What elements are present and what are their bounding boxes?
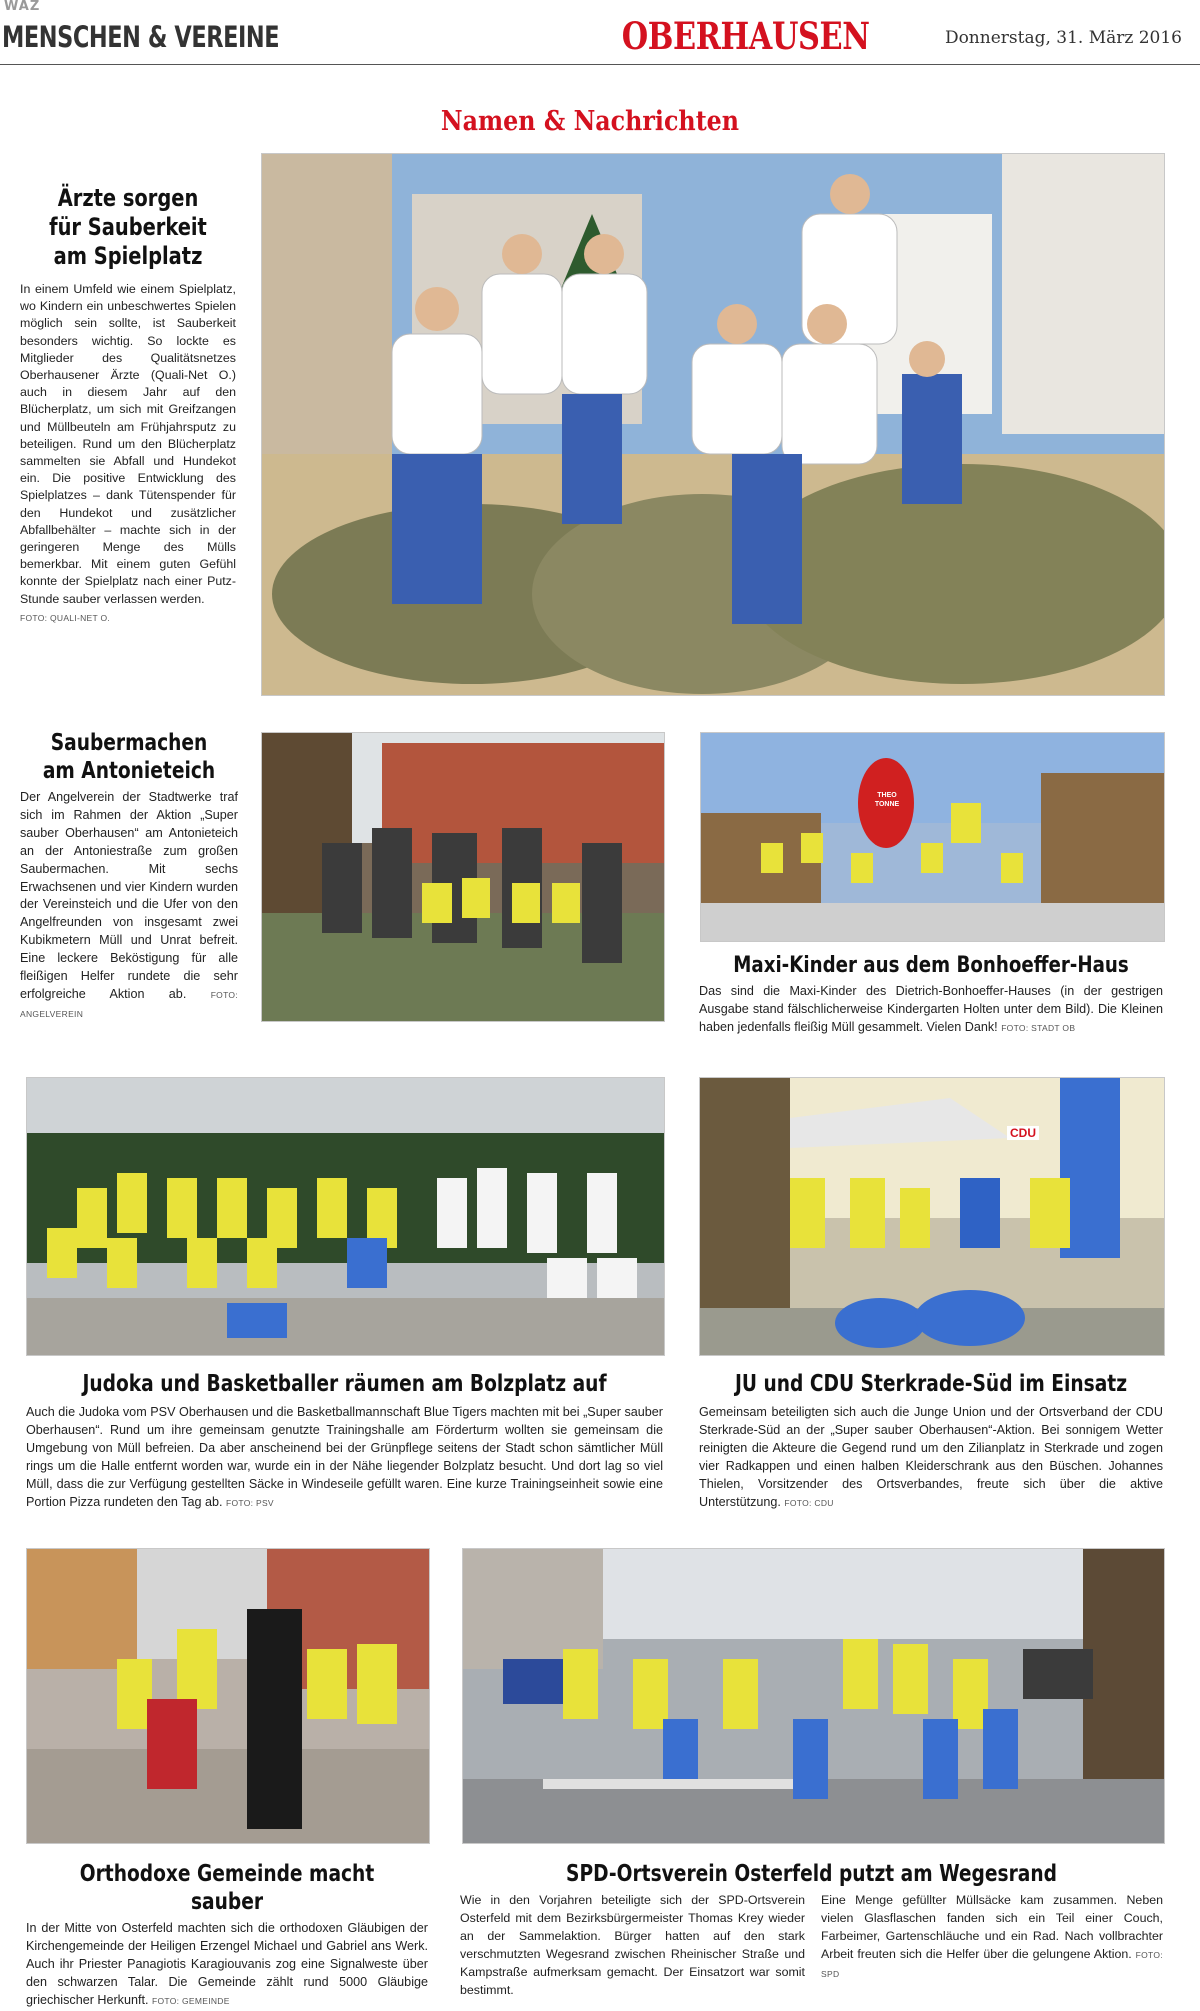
photo-spielplatz [261, 153, 1165, 696]
photo-credit: FOTO: SPD [821, 1949, 1163, 1979]
photo-maxi-kinder [700, 732, 1165, 942]
article-body-text: Das sind die Maxi-Kinder des Dietrich-Bonhoeffer-Hauses (in der gestrigen Ausgabe stand fälschlicherweise Kindergarten Holten unter dem Bild). Die Kleinen haben jedenfalls fleißig Müll gesammelt. Vielen Dank! [699, 984, 1163, 1034]
article-body-text: Eine Menge gefüllter Müllsäcke kam zusammen. Neben vielen Glasflaschen fanden sich ein Teil einer Couch, Farbeimer, Gartenschläuche und ein Rad. Nach vollbrachter Arbeit freuten sich die Helfer über die gelungene Aktion. [821, 1893, 1163, 1961]
article-body-text: Der Angelverein der Stadtwerke traf sich im Rahmen der Aktion „Super sauber Oberhausen“ am Antonieteich an der Antoniestraße zum großen Saubermachen. Mit sechs Erwachsenen und vier Kindern wurden der Vereinsteich und die Ufer von den Angelfreunden von insgesamt zwei Kubikmetern Müll und Unrat befreit. Eine leckere Beköstigung für alle fleißigen Helfer rundete die sehr erfolgreiche Aktion ab. [20, 790, 238, 1001]
photo-spielplatz-scene [262, 154, 1164, 695]
city-title: OBERHAUSEN [621, 14, 870, 58]
article-headline: Judoka und Basketballer räumen am Bolzplatz auf [82, 1371, 607, 1397]
article-body-text: Auch die Judoka vom PSV Oberhausen und die Basketballmannschaft Blue Tigers machten mit bei „Super sauber Oberhausen“. Rund um ihre gemeinsam genutzte Trainingshalle am Förderturm wollten sie gemeinsam die Umgebung von Müll befreien. Da aber anscheinend bei der Grünpflege seitens der Stadt schon sämtlicher Müll rings um die Halle entfernt worden war, wurde ein in der Nähe liegender Bolzplatz besucht. Und dort lag so viel Müll, dass die zur Verfügung gestellten Säcke in Windeseile gefüllt waren. Eine kurze Trainingseinheit sowie eine Portion Pizza rundeten den Tag ab. [26, 1405, 663, 1509]
photo-credit: FOTO: GEMEINDE [152, 1995, 230, 2006]
photo-credit: FOTO: ANGELVEREIN [20, 989, 239, 1019]
article-body-text: Gemeinsam beteiligten sich auch die Junge Union und der Ortsverband der CDU Sterkrade-Süd an der „Super sauber Oberhausen“-Aktion. Bei sonnigem Wetter reinigten die Akteure die Gegend rund um den Zilianplatz in Sterkrade und zogen vier Radkappen und einen halben Kleiderschrank aus den Büschen. Johannes Thielen, Vorsitzender des Ortsverbandes, freute sich über die aktive Unterstützung. [699, 1405, 1163, 1509]
article-aerzte [20, 184, 236, 627]
article-orthodox [26, 1860, 428, 2011]
article-ju-cdu [699, 1370, 1163, 1512]
article-body [20, 789, 238, 1024]
headline-line: am Spielplatz [53, 242, 203, 270]
mascot-label: THEO TONNE [874, 792, 900, 808]
rubric-heading: Namen & Nachrichten [440, 106, 740, 137]
photo-antonieteich-scene [262, 733, 664, 1021]
photo-ju-cdu [699, 1077, 1165, 1356]
photo-credit: FOTO: PSV [226, 1497, 274, 1508]
article-body [699, 983, 1163, 1037]
article-body-text: In der Mitte von Osterfeld machten sich die orthodoxen Gläubigen der Kirchengemeinde der Heiligen Erzengel Michael und Gabriel ans Werk. Auch ihr Priester Panagiotis Karagiouvanis zog eine Signalweste über den schwarzen Talar. Die Gemeinde zählt rund 5000 Gläubige griechischer Herkunft. [26, 1921, 428, 2007]
photo-credit: FOTO: STADT OB [1001, 1022, 1076, 1033]
issue-date: Donnerstag, 31. März 2016 [944, 28, 1182, 48]
article-body-col-1: Wie in den Vorjahren beteiligte sich der SPD-Ortsverein Osterfeld mit dem Bezirksbürgermeister Thomas Krey wieder an der Sammelaktion. Bürger hatten auf den stark verschmutzten Wegesrand zwischen Rheinischer Straße und Kampstraße aufmerksam gemacht. Der Einsatzort war somit bestimmt. [460, 1893, 805, 1997]
brand-logo: WAZ [4, 0, 41, 14]
article-headline: Orthodoxe Gemeinde macht sauber [79, 1861, 375, 1915]
photo-spd [462, 1548, 1165, 1844]
photo-maxi-kinder-scene [701, 733, 1164, 941]
article-headline: JU und CDU Sterkrade-Süd im Einsatz [734, 1371, 1128, 1397]
article-body-text: In einem Umfeld wie einem Spielplatz, wo Kindern ein unbeschwertes Spielen möglich sein sollte, ist Sauberkeit besonders wichtig. So lockte es Mitglieder des Qualitätsnetzes Oberhausener Ärzte (Quali-Net O.) auch in diesem Jahr auf den Blücherplatz, um sich mit Greifzangen und Müllbeuteln am Frühjahrsputz zu beteiligen. Rund um den Blücherplatz sammelten sie Abfall und Hundekot ein. Die positive Entwicklung des Spielplatzes – dank Tütenspender für den Hundekot und zusätzlicher Abfallbehälter – machte sich in der geringeren Menge des Mülls bemerkbar. Mit einem guten Gefühl konnte der Spielplatz nach einer Putz-Stunde sauber verlassen werden. [20, 282, 236, 606]
article-body [699, 1404, 1163, 1512]
photo-judoka-scene [27, 1078, 664, 1355]
photo-orthodox-scene [27, 1549, 429, 1843]
photo-antonieteich [261, 732, 665, 1022]
article-body [20, 281, 236, 627]
article-antonieteich [20, 729, 238, 1024]
article-judoka [26, 1370, 663, 1512]
photo-orthodox [26, 1548, 430, 1844]
photo-ju-cdu-scene [700, 1078, 1164, 1355]
article-body [26, 1920, 428, 2011]
article-headline: Maxi-Kinder aus dem Bonhoeffer-Haus [733, 952, 1129, 978]
headline-line: Ärzte sorgen [57, 184, 199, 212]
article-headline: SPD-Ortsverein Osterfeld putzt am Wegesrand [566, 1861, 1057, 1887]
headline-line: Saubermachen [50, 730, 208, 756]
photo-credit: FOTO: QUALI-NET O. [20, 612, 111, 623]
headline-line: für Sauberkeit [49, 213, 207, 241]
section-title: MENSCHEN & VEREINE [2, 20, 280, 54]
photo-judoka [26, 1077, 665, 1356]
article-spd [460, 1860, 1163, 1999]
article-headline [31, 184, 225, 271]
photo-spd-scene [463, 1549, 1164, 1843]
article-body-columns [460, 1892, 1163, 1999]
headline-line: am Antonieteich [42, 758, 216, 784]
photo-credit: FOTO: CDU [784, 1497, 834, 1508]
article-maxi [699, 951, 1163, 1037]
article-body-col-2 [821, 1892, 1163, 1999]
article-body [26, 1404, 663, 1512]
umbrella-label: CDU [1007, 1126, 1039, 1140]
article-headline [31, 729, 227, 785]
masthead-divider [0, 64, 1200, 65]
